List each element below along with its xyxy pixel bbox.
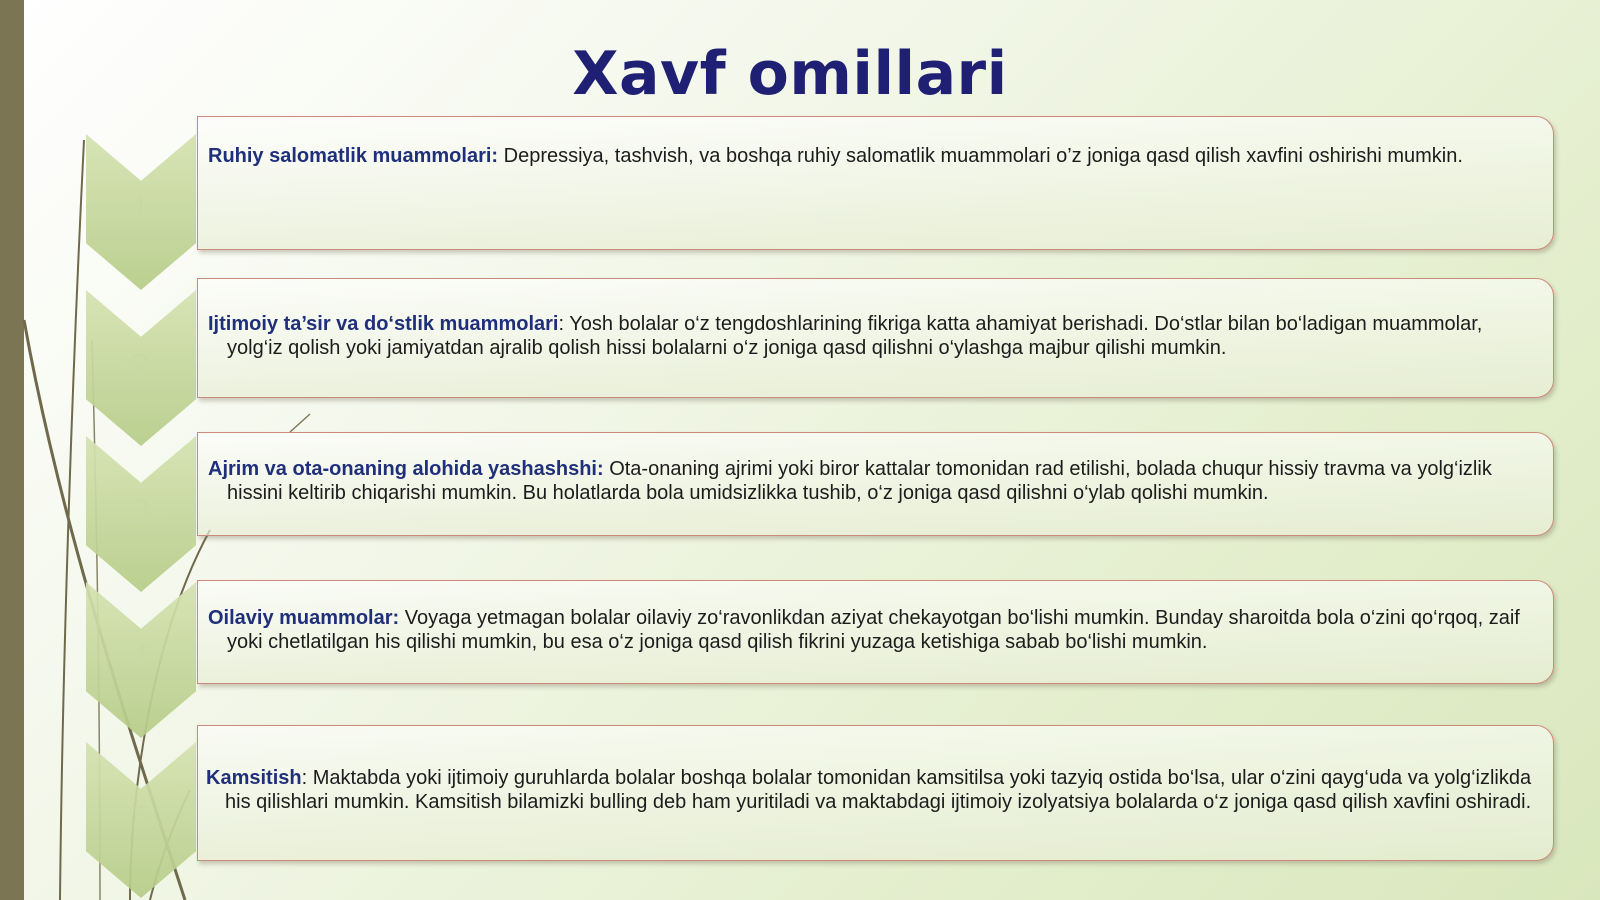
risk-factor-desc-5: : Maktabda yoki ijtimoiy guruhlarda bolalar boshqa bolalar tomonidan kamsitilsa yoki tazyiq ostida bo‘lsa, ular o‘zini qayg‘uda va yolg‘izlikda his qilishlari mumkin. Kamsitish bilamizki bulling deb ham yuritiladi va maktabdagi ijtimoiy izolyatsiya bolalarda o‘z joniga qasd qilish xavfini oshiradi.: [225, 767, 1532, 813]
risk-factor-desc-4: Voyaga yetmagan bolalar oilaviy zo‘ravonlikdan aziyat chekayotgan bo‘lishi mumkin. Bunday sharoitda bola o‘zini qo‘rqoq, zaif yoki chetlatilgan his qilishi mumkin, bu esa o‘z joniga qasd qilish fikrini yuzaga ketishiga sabab bo‘lishi mumkin.: [227, 607, 1520, 653]
risk-factor-box-5: [197, 725, 1554, 861]
chevron-number-2: 2: [131, 349, 151, 384]
risk-factor-desc-2: : Yosh bolalar o‘z tengdoshlarining fikriga katta ahamiyat berishadi. Do‘stlar bilan bo‘ladigan muammolar, yolg‘iz qolish yoki jamiyatdan ajralib qolish hissi bolalarni o‘z joniga qasd qilishni o‘ylashga majbur qilishi mumkin.: [227, 313, 1483, 359]
risk-factor-box-2: [197, 278, 1554, 398]
chevron-number-3: 3: [131, 495, 151, 530]
chevron-number-1: 1: [131, 193, 151, 228]
risk-factor-text-2: [208, 312, 1539, 360]
chevron-number-5: 5: [131, 801, 151, 836]
risk-factor-text-3: [208, 457, 1539, 505]
risk-factor-term-5: Kamsitish: [206, 767, 302, 789]
slide-title: Xavf omillari: [572, 39, 1008, 109]
risk-factor-box-4: [197, 580, 1554, 684]
risk-factor-box-3: [197, 432, 1554, 536]
left-accent-bar: [0, 0, 24, 900]
risk-factor-desc-3: Ota-onaning ajrimi yoki biror kattalar tomonidan rad etilishi, bolada chuqur hissiy travma va yolg‘izlik hissini keltirib chiqarishi mumkin. Bu holatlarda bola umidsizlikka tushib, o‘z joniga qasd qilishni o‘ylab qolishi mumkin.: [227, 458, 1492, 504]
risk-factor-text-1: [208, 144, 1539, 168]
chevron-number-4: 4: [131, 641, 151, 676]
risk-factor-text-4: [208, 606, 1539, 654]
risk-factor-term-2: Ijtimoiy ta’sir va do‘stlik muammolari: [208, 313, 559, 335]
risk-factor-term-1: Ruhiy salomatlik muammolari:: [208, 145, 499, 167]
risk-factor-term-3: Ajrim va ota-onaning alohida yashashshi:: [208, 458, 604, 480]
risk-factor-term-4: Oilaviy muammolar:: [208, 607, 400, 629]
risk-factor-box-1: [197, 116, 1554, 250]
risk-factor-desc-1: Depressiya, tashvish, va boshqa ruhiy salomatlik muammolari o’z joniga qasd qilish xavfini oshirishi mumkin.: [498, 145, 1463, 167]
risk-factor-text-5: [206, 766, 1539, 814]
